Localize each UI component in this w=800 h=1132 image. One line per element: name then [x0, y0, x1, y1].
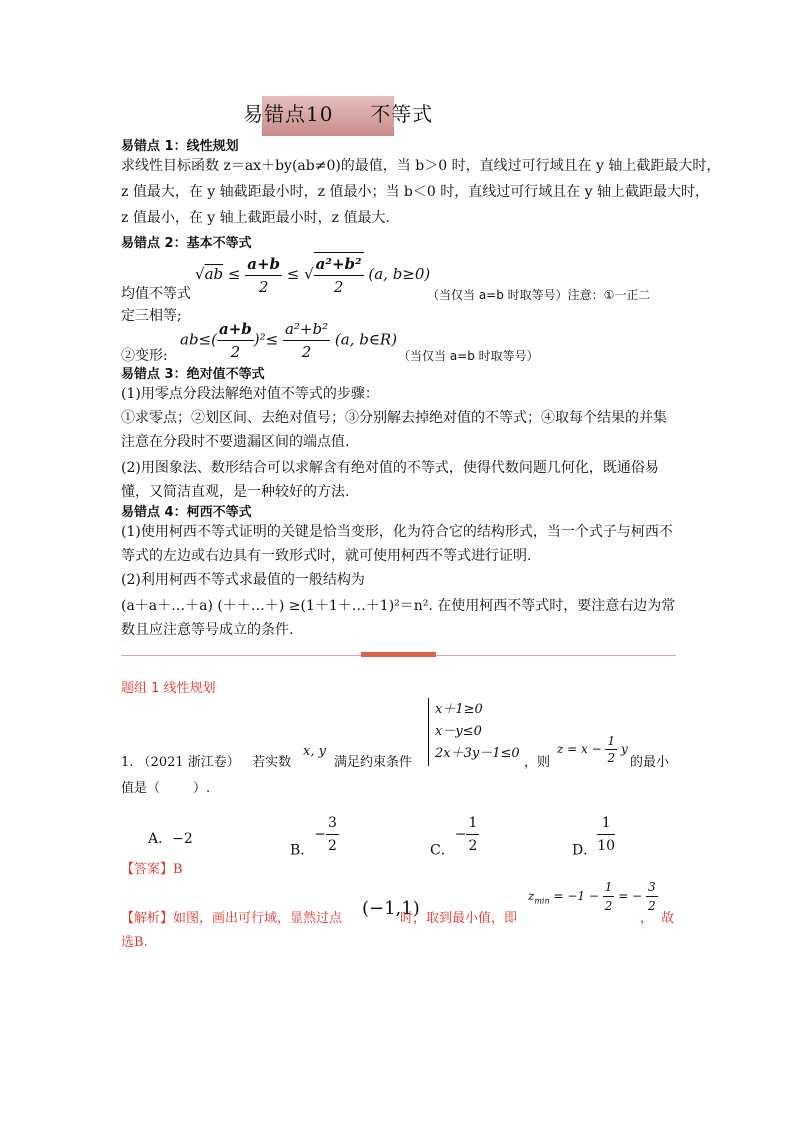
mean-inequality-formula: √ab ≤ $\frac{a+b}{2}$ ≤ √ $\frac{\text{a²+b²}}{2}$ (a, b≥0): [195, 252, 430, 298]
question-source: （2021 浙江卷）: [137, 755, 240, 770]
separator-accent: [361, 652, 436, 657]
section3-line-4: (2)用图象法、数形结合可以求解含有绝对值的不等式，使得代数问题几何化，既通俗易: [121, 460, 659, 476]
question-text-b: 满足约束条件: [334, 755, 413, 770]
question-text-e: 值是（ ）.: [121, 781, 211, 796]
section3-line-2: ①求零点；②划区间、去绝对值号；③分别解去掉绝对值的不等式；④取每个结果的并集: [121, 410, 667, 426]
section4-heading: 易错点 4：柯西不等式: [121, 505, 252, 520]
option-d[interactable]: D． $\frac{1}{10}$: [572, 812, 615, 860]
section4-line-5: 数且应注意等号成立的条件.: [121, 622, 294, 638]
question-text-c: ，则: [524, 755, 551, 770]
question-number: 1.: [121, 755, 134, 770]
mean-inequality-label: 均值不等式: [121, 286, 191, 302]
constraint-1: x＋1≥0: [435, 702, 483, 717]
mean-inequality-note: （当仅当 a=b 时取等号）注意：①一正二: [427, 288, 651, 302]
analysis-point: (−1,1): [362, 898, 420, 919]
section4-line-2: 等式的左边或右边具有一致形式时，就可使用柯西不等式进行证明.: [121, 548, 532, 564]
question-vars: x, y: [303, 744, 326, 759]
transform-label: ②变形:: [121, 348, 168, 364]
section1-line-1: 求线性目标函数 z＝ax＋by(ab≠0)的最值，当 b＞0 时，直线过可行域且在 y 轴上截距最大时，: [121, 158, 721, 174]
analysis-text-d: 选B.: [121, 935, 148, 950]
transform-note: （当仅当 a=b 时取等号）: [398, 349, 539, 363]
mean-inequality-note-cont: 定三相等;: [121, 308, 182, 324]
option-a[interactable]: A．−2: [148, 831, 193, 847]
group-title: 题组 1 线性规划: [121, 681, 216, 696]
analysis-text-b: 时，取到最小值，即: [400, 911, 518, 926]
section3-line-1: (1)用零点分段法解绝对值不等式的步骤：: [121, 386, 379, 402]
transform-formula: ab≤( $\frac{a+b}{2}$ )²≤ $\frac{\text{a²+b²}}{2}$ (a, b∈R): [180, 320, 398, 361]
section3-line-3: 注意在分段时不要遗漏区间的端点值.: [121, 434, 350, 450]
analysis-text-c: ， 故: [640, 911, 675, 926]
option-b[interactable]: B．− $\frac{3}{2}$: [290, 812, 339, 860]
section1-line-3: z 值最小，在 y 轴上截距最小时，z 值最大.: [121, 210, 390, 226]
section4-line-4: (a＋a＋…＋a) (＋＋…＋) ≥(1＋1＋…＋1)²＝n². 在使用柯西不等式时，要注意右边为常: [121, 598, 676, 614]
analysis-line-1: 【解析】如图，画出可行域，显然过点: [121, 911, 343, 926]
page-title: 易错点10 不等式: [243, 102, 434, 126]
section1-line-2: z 值最大，在 y 轴截距最小时，z 值最小；当 b＜0 时，直线过可行域且在 y 轴上截距最大时，: [121, 184, 710, 200]
section3-heading: 易错点 3：绝对值不等式: [121, 367, 265, 382]
question-stem: 1. （2021 浙江卷） 若实数: [121, 755, 292, 770]
option-c[interactable]: C．− $\frac{1}{2}$: [430, 812, 479, 860]
analysis-equation: $z_{min} = -1$ − $\frac{1}{2}$ = − $\frac{3}{2}$: [528, 880, 656, 913]
section1-heading: 易错点 1：线性规划: [121, 139, 239, 154]
section3-line-5: 懂，又简洁直观，是一种较好的方法.: [121, 484, 350, 500]
section4-line-1: (1)使用柯西不等式证明的关键是恰当变形，化为符合它的结构形式，当一个式子与柯西不: [121, 524, 673, 540]
constraint-3: 2x＋3y－1≤0: [435, 746, 520, 761]
constraint-system: [428, 698, 533, 766]
section2-heading: 易错点 2：基本不等式: [121, 236, 252, 251]
constraint-2: x－y≤0: [435, 724, 482, 739]
objective-function: z = x − $\frac{1}{2}$ y: [557, 734, 628, 765]
answer: 【答案】B: [121, 862, 183, 877]
section4-line-3: (2)利用柯西不等式求最值的一般结构为: [121, 572, 365, 588]
question-text-d: 的最小: [630, 755, 670, 770]
